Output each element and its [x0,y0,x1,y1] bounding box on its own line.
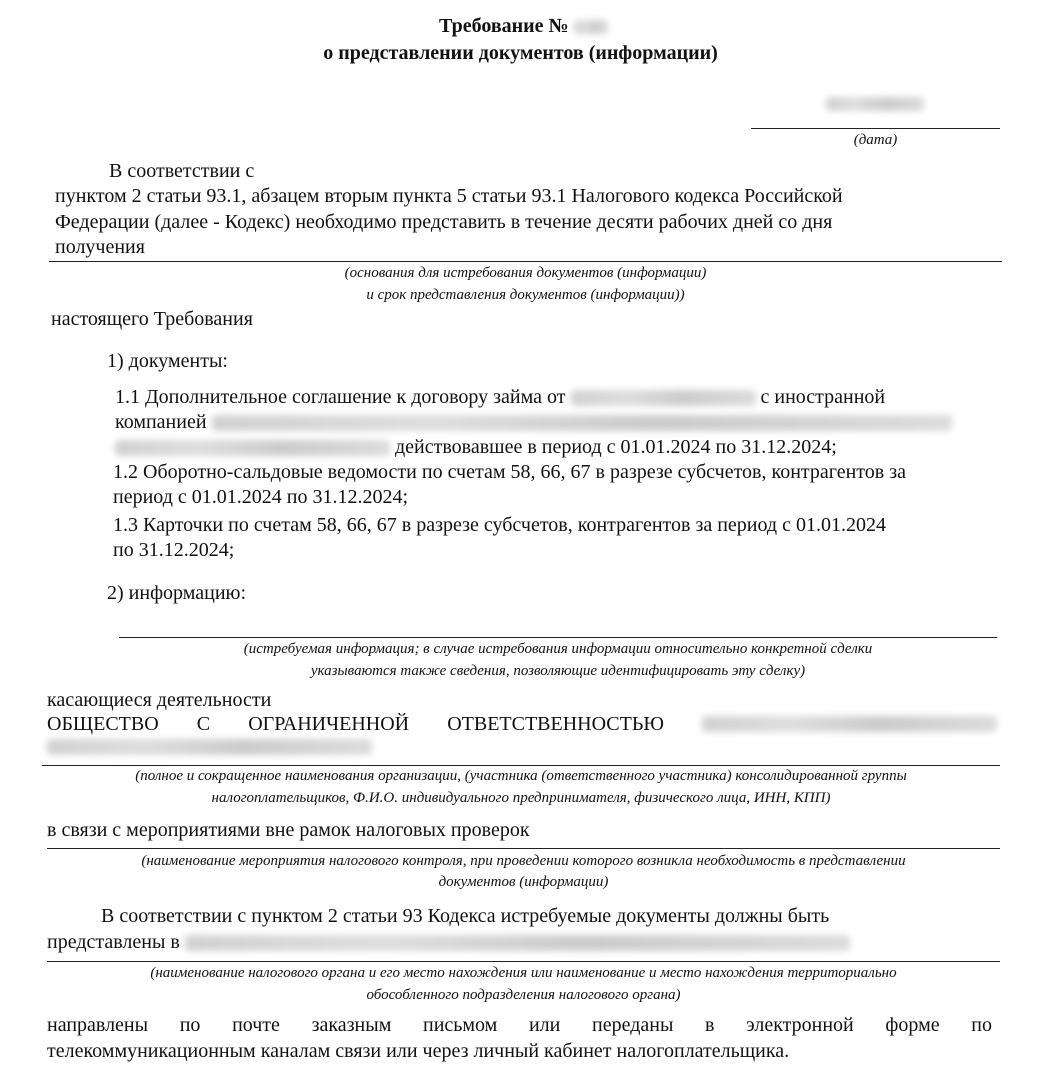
document-subtitle: о представлении документов (информации) [323,42,718,64]
organization-note-2: налогоплательщиков, Ф.И.О. индивидуального предпринимателя, физического лица, ИНН, КПП) [211,790,831,806]
redacted-company-name-cont [115,440,390,456]
redacted-number [574,20,608,34]
organization-name-line: ОБЩЕСТВО С ОГРАНИЧЕННОЙ ОТВЕТСТВЕННОСТЬЮ [47,711,997,737]
redacted-org-name-cont [47,739,372,755]
document-title: Требование № [439,13,608,39]
basis-note-1: (основания для истребования документов (информации) [344,265,707,281]
organization-intro: касающиеся деятельности [47,689,272,711]
organization-name-line-2 [47,738,372,756]
event-rule [47,848,1000,849]
doc-item-3-line-1: 1.3 Карточки по счетам 58, 66, 67 в разрезе субсчетов, контрагентов за период с 01.01.2024 [113,514,886,536]
organization-note-1: (полное и сокращенное наименования организации, (участника (ответственного участника) консолидированной группы [135,768,907,784]
redacted-date [826,97,924,111]
doc-item-1-line-2: компанией [115,409,952,435]
redacted-tax-authority [185,935,850,951]
doc-item-2-line-1: 1.2 Оборотно-сальдовые ведомости по счетам 58, 66, 67 в разрезе субсчетов, контрагентов за [113,461,906,483]
redacted-org-name [702,716,997,732]
doc-item-3-line-2: по 31.12.2024; [113,539,235,561]
information-heading: 2) информацию: [107,582,247,604]
doc-item-1-line-3: действовавшее в период с 01.01.2024 по 31.12.2024; [115,434,837,460]
event-note-2: документов (информации) [438,874,609,890]
documents-heading: 1) документы: [107,350,228,372]
submission-note-2: обособленного подразделения налогового органа) [366,987,681,1003]
redacted-agreement-date [571,390,756,406]
submission-note-1: (наименование налогового органа и его место нахождения или наименование и место нахождения территориально [150,965,897,981]
doc-item-1-line-1: 1.1 Дополнительное соглашение к договору займа от с иностранной [115,386,886,408]
basis-line-2: пунктом 2 статьи 93.1, абзацем вторым пункта 5 статьи 93.1 Налогового кодекса Российской [55,185,843,207]
information-note-2: указываются также сведения, позволяющие идентифицировать эту сделку) [310,663,806,679]
basis-note-2: и срок представления документов (информации)) [366,287,685,303]
date-label: (дата) [853,132,898,148]
final-line-2: телекоммуникационным каналам связи или через личный кабинет налогоплательщика. [47,1040,790,1062]
redacted-company-name [212,415,952,431]
final-line-1: направлены по почте заказным письмом или переданы в электронной форме по [47,1014,992,1036]
submission-line-1: В соответствии с пунктом 2 статьи 93 Кодекса истребуемые документы должны быть [101,905,830,927]
doc-item-2-line-2: период с 01.01.2024 по 31.12.2024; [113,486,409,508]
basis-after: настоящего Требования [51,308,253,330]
information-note-1: (истребуемая информация; в случае истребования информации относительно конкретной сделки [243,641,873,657]
basis-line-3: Федерации (далее - Кодекс) необходимо представить в течение десяти рабочих дней со дня [55,211,833,233]
basis-line-1: В соответствии с [109,160,255,182]
basis-line-4: получения [55,236,145,258]
submission-line-2: представлены в [47,929,850,955]
event-note-1: (наименование мероприятия налогового контроля, при проведении которого возникла необходимость в представлении [141,853,906,869]
event-text: в связи с мероприятиями вне рамок налоговых проверок [47,819,530,841]
